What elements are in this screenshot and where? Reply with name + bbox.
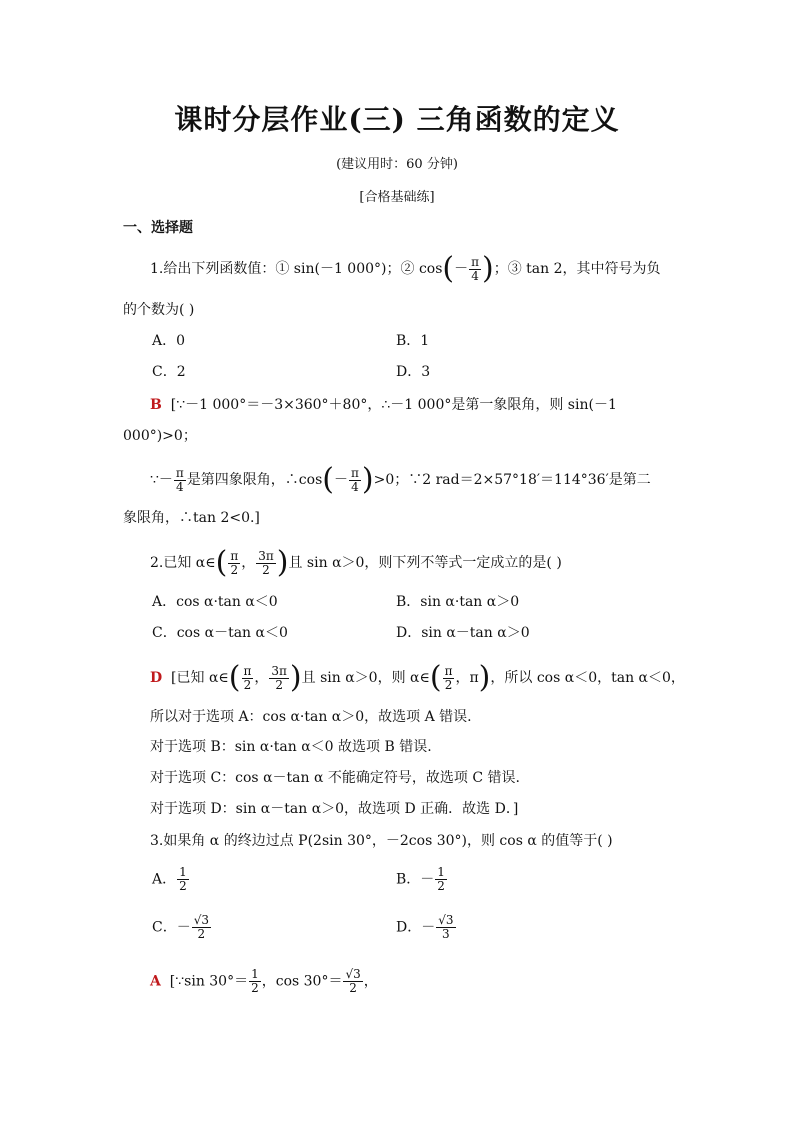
q1-option-b: B．1 <box>396 333 430 349</box>
q3-option-d: D．－ $\frac{√3}{3}$ <box>396 913 454 941</box>
q2-option-a: A．cos α·tan α＜0 <box>152 594 278 610</box>
q3-stem: 3.如果角 α 的终边过点 P(2sin 30°，－2cos 30°)，则 cos α 的值等于( ) <box>150 833 613 849</box>
q2-stem: 2.已知 α∈( $\frac{\pi}{2}$ ， $\frac{3\pi}{2}$ )且 sin α＞0，则下列不等式一定成立的是( ) <box>150 545 562 580</box>
q1-option-a: A．0 <box>152 333 186 349</box>
q3-option-c: C．－ $\frac{√3}{2}$ <box>152 913 209 941</box>
q3-answer: A <box>150 973 161 990</box>
q2-option-b: B．sin α·tan α＞0 <box>396 594 520 610</box>
q1-stem-line2: 的个数为( ) <box>123 302 195 318</box>
q2-option-c: C．cos α－tan α＜0 <box>152 625 288 641</box>
q1-stem: 1.给出下列函数值：① sin(－1 000°)；② cos(－ $\frac{\pi}{4}$ )；③ tan 2，其中符号为负 <box>150 251 661 286</box>
q3-option-a: A． $\frac{1}{2}$ <box>152 865 187 893</box>
q3-option-b: B．－ $\frac{1}{2}$ <box>396 865 445 893</box>
q1-solution-line3: ∵－ $\frac{\pi}{4}$ 是第四象限角，∴cos(－ $\frac{\pi}{4}$ )>0；∵2 rad＝2×57°18′＝114°36′是第二 <box>150 462 651 497</box>
q2-solution-line1: D [已知 α∈( $\frac{\pi}{2}$ ， $\frac{3\pi}{2}$ )且 sin α＞0，则 α∈( $\frac{\pi}{2}$ ，π)，所以 cos α＜0，tan α＜0， <box>150 660 685 695</box>
q2-solution-line5: 对于选项 D：sin α－tan α＞0，故选项 D 正确．故选 D．] <box>150 801 519 817</box>
q2-answer: D <box>150 670 163 686</box>
q2-option-d: D．sin α－tan α＞0 <box>396 625 530 641</box>
q2-solution-line3: 对于选项 B：sin α·tan α＜0 故选项 B 错误. <box>150 739 432 755</box>
part-heading: 一、选择题 <box>123 220 193 236</box>
q1-answer: B <box>150 397 162 413</box>
q1-solution-line2: 000°)>0； <box>123 428 197 444</box>
q3-solution-line1: A [∵sin 30°＝ $\frac{1}{2}$ ，cos 30°＝ $\frac{√3}{2}$ ， <box>150 967 378 995</box>
q1-option-d: D．3 <box>396 364 431 380</box>
q1-option-c: C．2 <box>152 364 186 380</box>
section-label: [合格基础练] <box>359 190 435 205</box>
time-note: (建议用时：60 分钟) <box>336 157 458 172</box>
page-title: 课时分层作业(三) 三角函数的定义 <box>174 103 620 136</box>
q1-solution-line1: B [∵－1 000°＝－3×360°＋80°，∴－1 000°是第一象限角，则 sin(－1 <box>150 397 617 413</box>
q2-solution-line4: 对于选项 C：cos α－tan α 不能确定符号，故选项 C 错误. <box>150 770 520 786</box>
q1-solution-line4: 象限角，∴tan 2<0.] <box>123 510 260 526</box>
q2-solution-line2: 所以对于选项 A：cos α·tan α＞0，故选项 A 错误. <box>150 709 472 725</box>
